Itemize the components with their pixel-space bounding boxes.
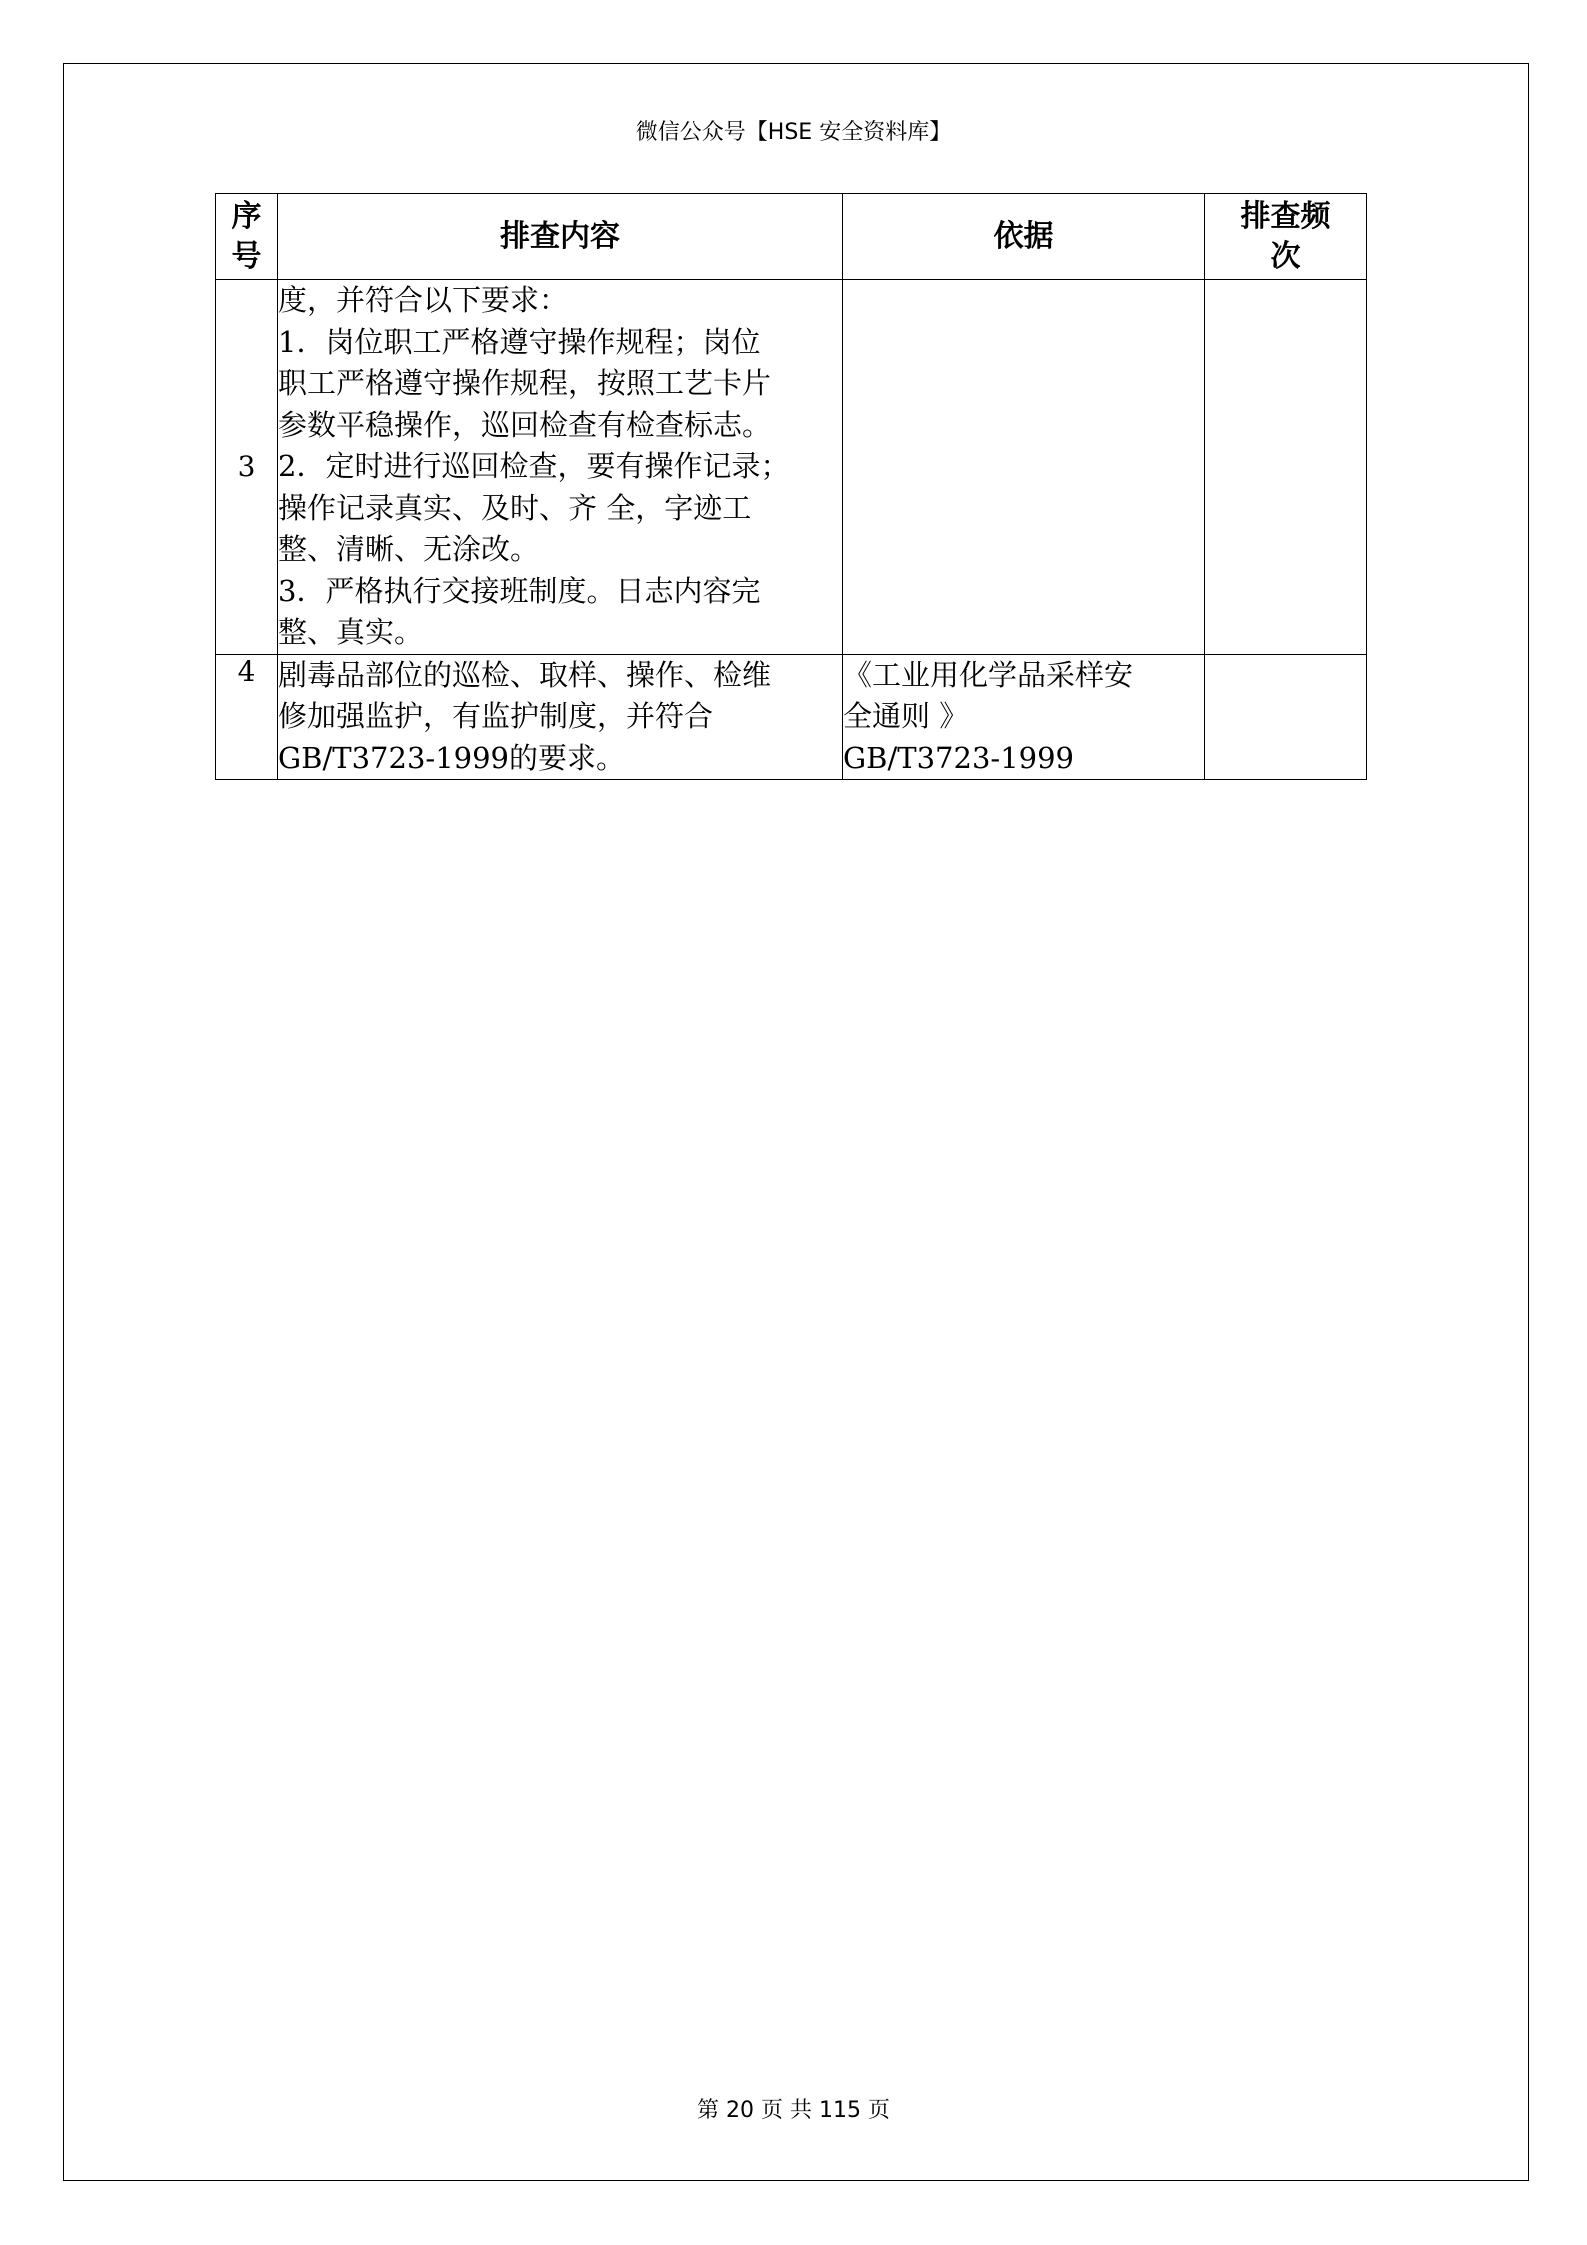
- inspection-content: [278, 654, 843, 780]
- column-header-seq-line: 序: [231, 198, 262, 234]
- column-header-seq: [216, 194, 278, 280]
- inspection-content: [278, 280, 843, 655]
- table-row: [216, 654, 1367, 780]
- basis-line: 全通则 》: [843, 699, 969, 733]
- basis-cell: [843, 280, 1205, 655]
- content-line: 1．岗位职工严格遵守操作规程；岗位: [278, 324, 761, 359]
- content-line: 2．定时进行巡回检查，要有操作记录；: [278, 449, 790, 483]
- inspection-table: [215, 193, 1367, 780]
- frequency-cell: [1205, 280, 1367, 655]
- column-header-content: 排查内容: [278, 194, 843, 280]
- basis-line: 《工业用化学品采样安: [843, 657, 1134, 692]
- content-line: 整、真实。: [278, 615, 424, 649]
- column-header-frequency: [1205, 194, 1367, 280]
- basis-cell: [843, 654, 1205, 780]
- column-header-frequency-line: 排查频: [1240, 198, 1331, 234]
- content-line: 操作记录真实、及时、齐 全，字迹工: [278, 490, 752, 525]
- content-line: 修加强监护，有监护制度，并符合: [278, 699, 714, 733]
- content-line: 参数平稳操作，巡回检查有检查标志。: [278, 407, 772, 442]
- content-line: GB/T3723-1999的要求。: [278, 740, 625, 775]
- content-line: 剧毒品部位的巡检、取样、操作、检维: [278, 657, 772, 692]
- column-header-frequency-line: 次: [1270, 238, 1301, 274]
- page-footer: 第 20 页 共 115 页: [697, 2098, 890, 2123]
- content-line: 整、清晰、无涂改。: [278, 532, 540, 566]
- column-header-seq-line: 号: [231, 238, 262, 274]
- row-number: 3: [216, 280, 278, 655]
- row-number: 4: [216, 654, 278, 780]
- frequency-cell: [1205, 654, 1367, 780]
- content-line: 3．严格执行交接班制度。日志内容完: [278, 573, 761, 608]
- basis-line: GB/T3723-1999: [843, 740, 1074, 775]
- page-header: 微信公众号【HSE 安全资料库】: [635, 120, 952, 145]
- content-line: 度，并符合以下要求：: [278, 283, 569, 317]
- content-line: 职工严格遵守操作规程，按照工艺卡片: [278, 366, 772, 400]
- column-header-basis: 依据: [843, 194, 1205, 280]
- table-row: [216, 280, 1367, 655]
- table-header-row: [216, 194, 1367, 280]
